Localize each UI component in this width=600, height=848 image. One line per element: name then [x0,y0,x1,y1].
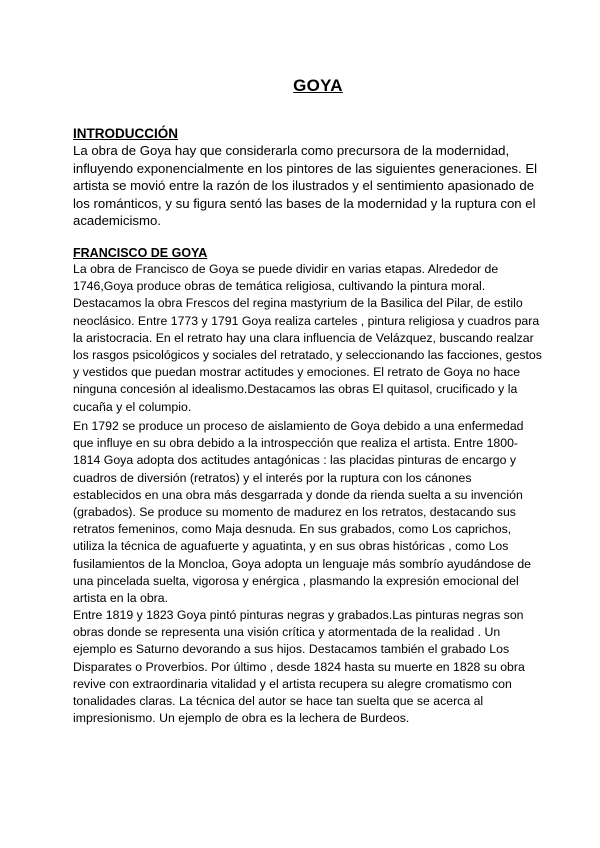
body-paragraph-1: La obra de Francisco de Goya se puede dividir en varias etapas. Alrededor de 1746,Goya produce obras de temática religiosa, cultivando la pintura moral. Destacamos la obra Frescos del regina mastyrium de la Basilica del Pilar, de estilo neoclásico. Entre 1773 y 1791 Goya realiza carteles , pintura religiosa y cuadros para la aristocracia. En el retrato hay una clara influencia de Velázquez, buscando realzar los rasgos psicológicos y sociales del retratado, y seleccionando las facciones, gestos y vestidos que puedan mostrar actitudes y emociones. El retrato de Goya no hace ninguna concesión al idealismo.Destacamos las obras El quitasol, crucificado y la cucaña y el columpio. [73,262,542,414]
introduction-section [73,126,543,230]
introduction-heading: INTRODUCCIÓN [73,126,178,141]
francisco-de-goya-heading: FRANCISCO DE GOYA [73,246,208,260]
body-paragraph-2: En 1792 se produce un proceso de aislamiento de Goya debido a una enfermedad que influye en su obra debido a la introspección que realiza el artista. Entre 1800-1814 Goya adopta dos actitudes antagónicas : las placidas pinturas de encargo y cuadros de diversión (retratos) y el interés por la ruptura con los cánones establecidos en una obra más desgarrada y donde da rienda suelta a su invención (grabados). Se produce su momento de madurez en los retratos, destacando sus retratos femeninos, como Maja desnuda. En sus grabados, como Los caprichos, utiliza la técnica de aguafuerte y aguatinta, y en sus obras históricas , como Los fusilamientos de la Moncloa, Goya adopta un lenguaje más sombrío ayudándose de una pincelada suelta, vigorosa y enérgica , plasmando la expresión emocional del artista en la obra. [73,419,532,606]
introduction-paragraph: La obra de Goya hay que considerarla como precursora de la modernidad, influyendo exponencialmente en los pintores de las siguientes generaciones. El artista se movió entre la razón de los ilustrados y el sentimiento apasionado de los románticos, y su figura sentó las bases de la modernidad y la ruptura con el academicismo. [73,143,538,229]
body-paragraph-3: Entre 1819 y 1823 Goya pintó pinturas negras y grabados.Las pinturas negras son obras donde se representa una visión crítica y atormentada de la realidad . Un ejemplo es Saturno devorando a sus hijos. Destacamos también el grabado Los Disparates o Proverbios. Por último , desde 1824 hasta su muerte en 1828 su obra revive con extraordinaria vitalidad y el artista recupera su alegre cromatismo con tonalidades claras. La técnica del autor se hace tan suelta que se acerca al impresionismo. Un ejemplo de obra es la lechera de Burdeos. [73,608,525,726]
francisco-de-goya-section [73,245,543,416]
document-title: GOYA [293,76,343,95]
